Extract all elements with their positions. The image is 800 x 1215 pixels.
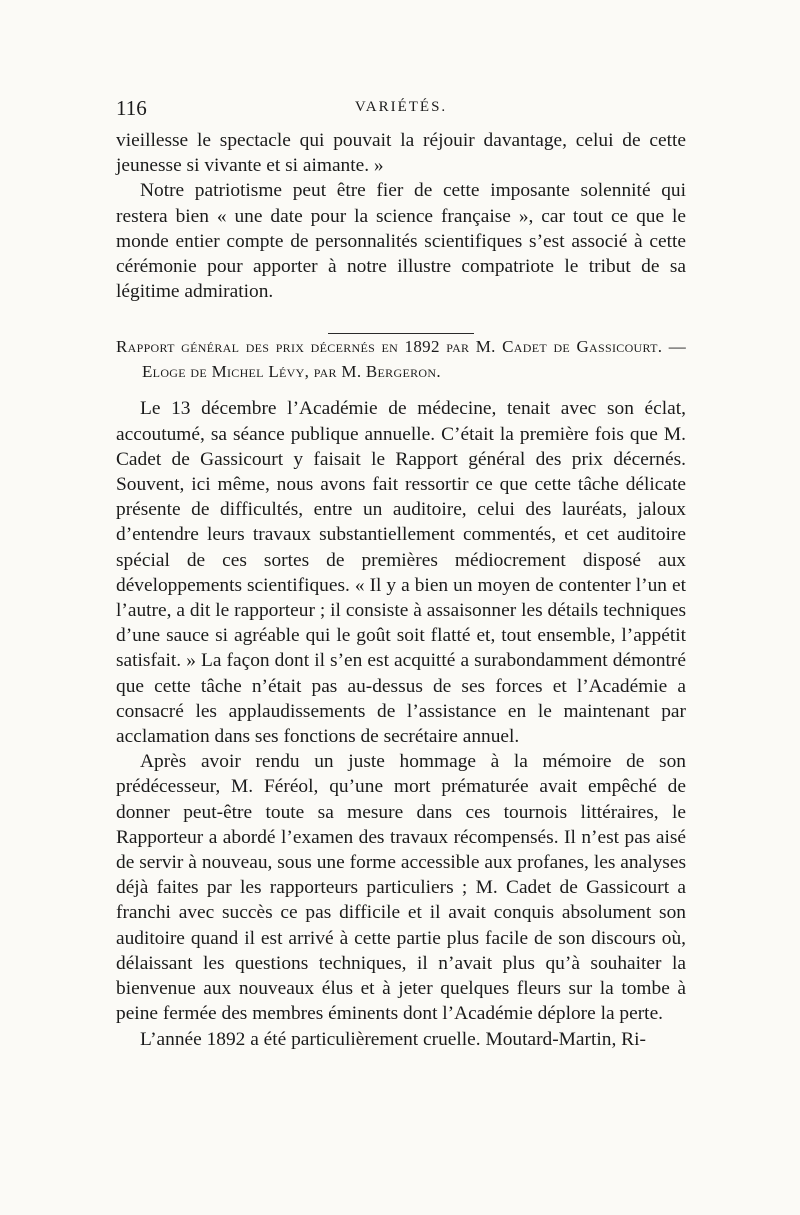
paragraph-patriotism: Notre patriotisme peut être fier de cette imposante solennité qui restera bien « une date pour la science française », car tout ce que le monde entier compte de personnalités scientifiques s’est associé à cette cérémonie pour apporter à notre illustre compatriote le tribut de sa légitime admiration. [116,180,686,303]
paragraph-continuation: vieillesse le spectacle qui pouvait la réjouir davantage, celui de cette jeunesse si vivante et si aimante. » [116,130,686,177]
running-head: VARIÉTÉS. [354,99,448,115]
section-title: Rapport général des prix décernés en 1892 par M. Cadet de Gassicourt. — Eloge de Michel Lévy, par M. Bergeron. [116,337,686,382]
paragraph-seance: Le 13 décembre l’Académie de médecine, tenait avec son éclat, accoutumé, sa séance publique annuelle. C’était la première fois que M. Cadet de Gassicourt y faisait le Rapport général des prix décernés. Souvent, ici même, nous avons fait ressortir ce que cette tâche délicate présente de difficultés, entre un auditoire, celui des lauréats, jaloux d’entendre leurs travaux substantiellement commentés, et cet auditoire spécial de ces sortes de premières médiocrement disposé aux développements scientifiques. « Il y a bien un moyen de contenter l’un et l’autre, a dit le rapporteur ; il consiste à assaisonner les détails techniques d’une sauce si agréable qui le goût soit flatté et, tout ensemble, l’appétit satisfait. » La façon dont il s’en est acquitté a surabondamment démontré que cette tâche n’était pas au-dessus de ses forces et l’Académie a consacré les applaudissements de l’assistance en le maintenant par acclamation dans ses fonctions de secrétaire annuel. [116,398,686,748]
page-header [116,96,686,122]
text-column [116,128,686,1052]
paragraph-hommage: Après avoir rendu un juste hommage à la mémoire de son prédécesseur, M. Féréol, qu’une mort prématurée avait empêché de donner peut-être toute sa mesure dans ces tournois littéraires, le Rapporteur a abordé l’examen des travaux récompensés. Il n’est pas aisé de servir à nouveau, sous une forme accessible aux profanes, les analyses déjà faites par les rapporteurs particuliers ; M. Cadet de Gassicourt a franchi avec succès ce pas difficile et il avait conquis absolument son auditoire quand il est arrivé à cette partie plus facile de son discours où, délaissant les questions techniques, il n’avait plus qu’à souhaiter la bienvenue aux nouveaux élus et à jeter quelques fleurs sur la tombe à peine fermée des membres éminents dont l’Académie déplore la perte. [116,751,686,1025]
page-number: 116 [116,96,147,120]
paragraph-annee-1892: L’année 1892 a été particulièrement cruelle. Moutard-Martin, Ri- [140,1028,646,1050]
